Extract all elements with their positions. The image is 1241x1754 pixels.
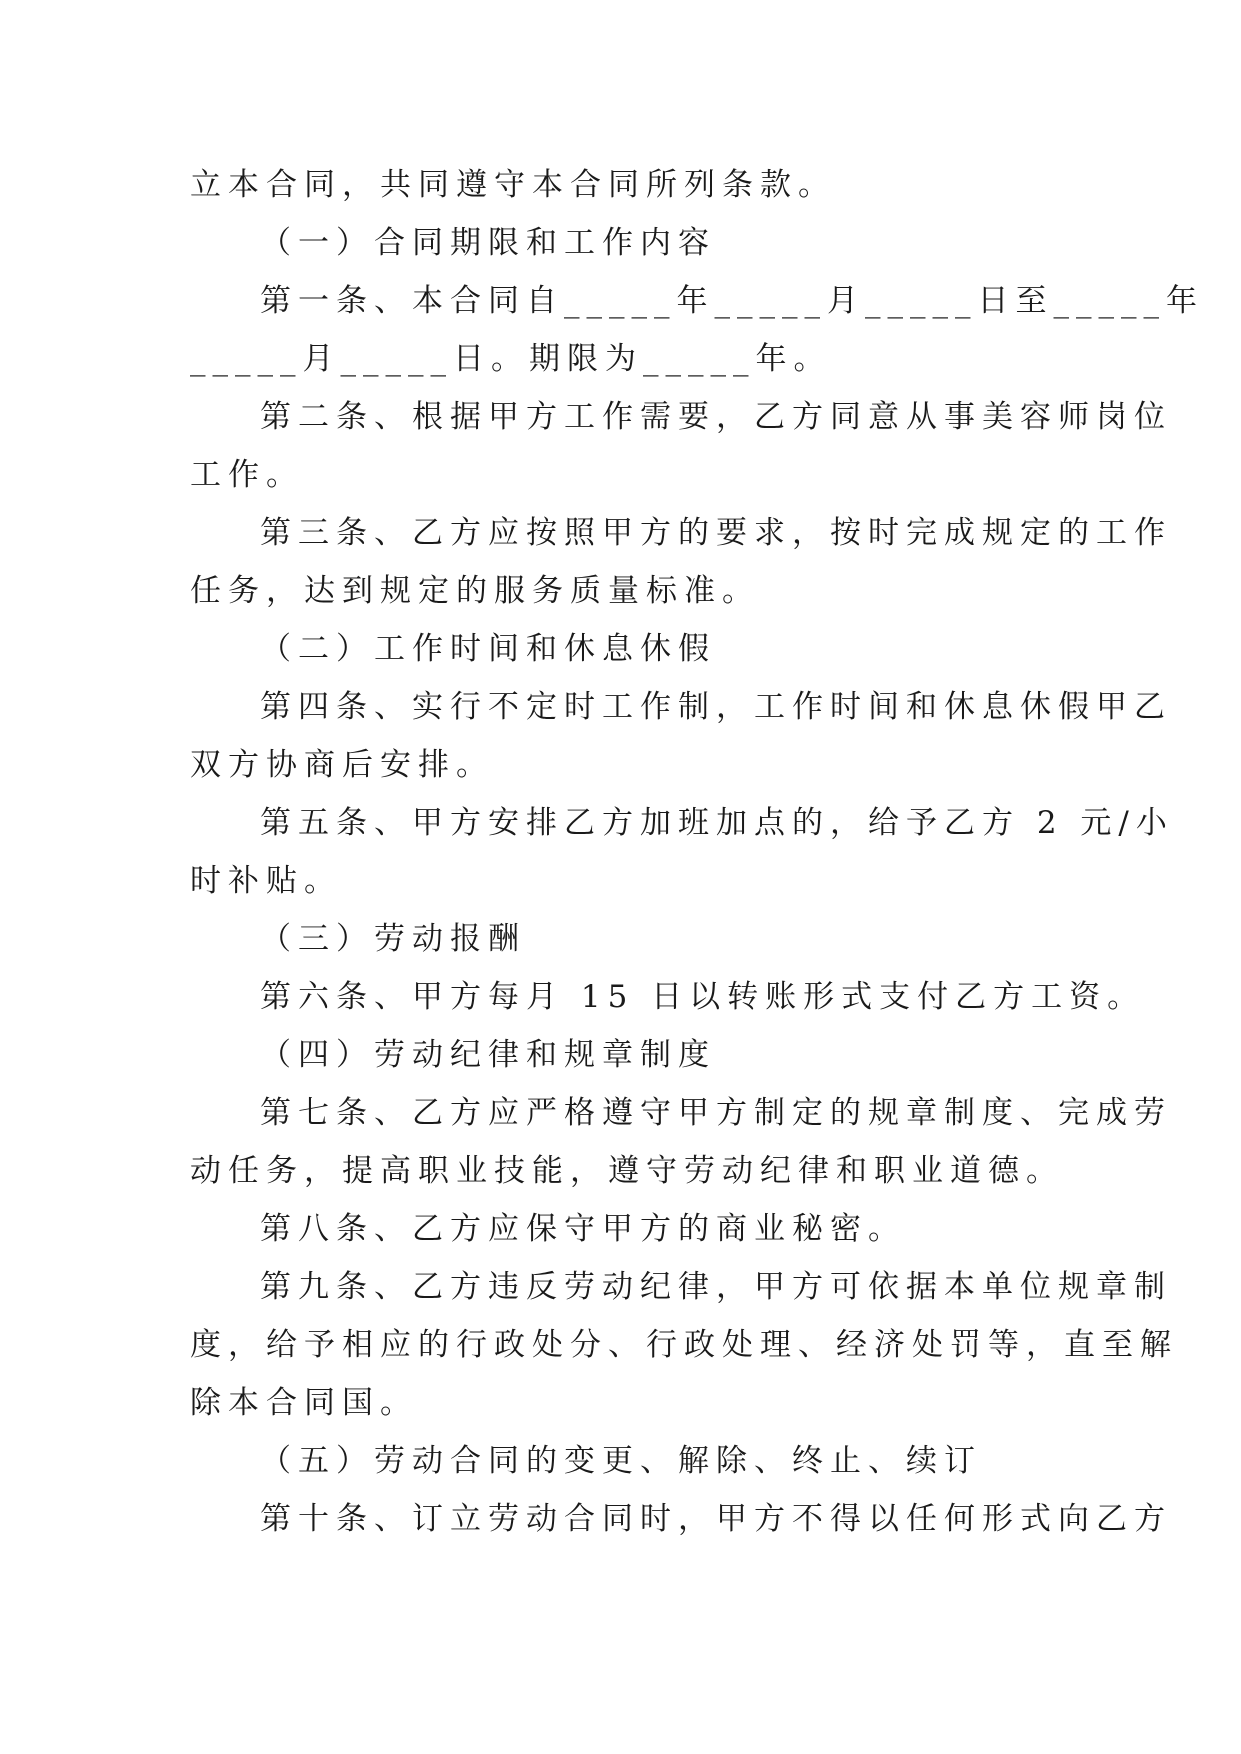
text-line: _____月_____日。期限为_____年。 <box>190 341 832 377</box>
article-line: 第九条、乙方违反劳动纪律，甲方可依据本单位规章制 <box>260 1269 1172 1305</box>
article-line: 第六条、甲方每月 15 日以转账形式支付乙方工资。 <box>260 979 1146 1015</box>
text-line: 工作。 <box>190 457 304 493</box>
text-line: 动任务，提高职业技能，遵守劳动纪律和职业道德。 <box>190 1153 1064 1189</box>
text-line: 立本合同，共同遵守本合同所列条款。 <box>190 167 836 203</box>
section-heading: （三）劳动报酬 <box>260 921 526 957</box>
text-line: 任务，达到规定的服务质量标准。 <box>190 573 760 609</box>
article-line: 第四条、实行不定时工作制，工作时间和休息休假甲乙 <box>260 689 1172 725</box>
article-line: 第八条、乙方应保守甲方的商业秘密。 <box>260 1211 906 1247</box>
article-line: 第七条、乙方应严格遵守甲方制定的规章制度、完成劳 <box>260 1095 1172 1131</box>
section-heading: （一）合同期限和工作内容 <box>260 225 716 261</box>
text-line: 时补贴。 <box>190 863 342 899</box>
article-line: 第三条、乙方应按照甲方的要求，按时完成规定的工作 <box>260 515 1172 551</box>
article-line: 第二条、根据甲方工作需要，乙方同意从事美容师岗位 <box>260 399 1172 435</box>
section-heading: （二）工作时间和休息休假 <box>260 631 716 667</box>
article-line: 第十条、订立劳动合同时，甲方不得以任何形式向乙方 <box>260 1501 1172 1537</box>
section-heading: （五）劳动合同的变更、解除、终止、续订 <box>260 1443 982 1479</box>
article-line: 第一条、本合同自_____年_____月_____日至_____年 <box>260 283 1204 319</box>
article-line: 第五条、甲方安排乙方加班加点的，给予乙方 2 元/小 <box>260 805 1174 841</box>
document-body <box>190 156 1204 1548</box>
section-heading: （四）劳动纪律和规章制度 <box>260 1037 716 1073</box>
text-line: 度，给予相应的行政处分、行政处理、经济处罚等，直至解 <box>190 1327 1178 1363</box>
text-line: 双方协商后安排。 <box>190 747 494 783</box>
text-line: 除本合同国。 <box>190 1385 418 1421</box>
